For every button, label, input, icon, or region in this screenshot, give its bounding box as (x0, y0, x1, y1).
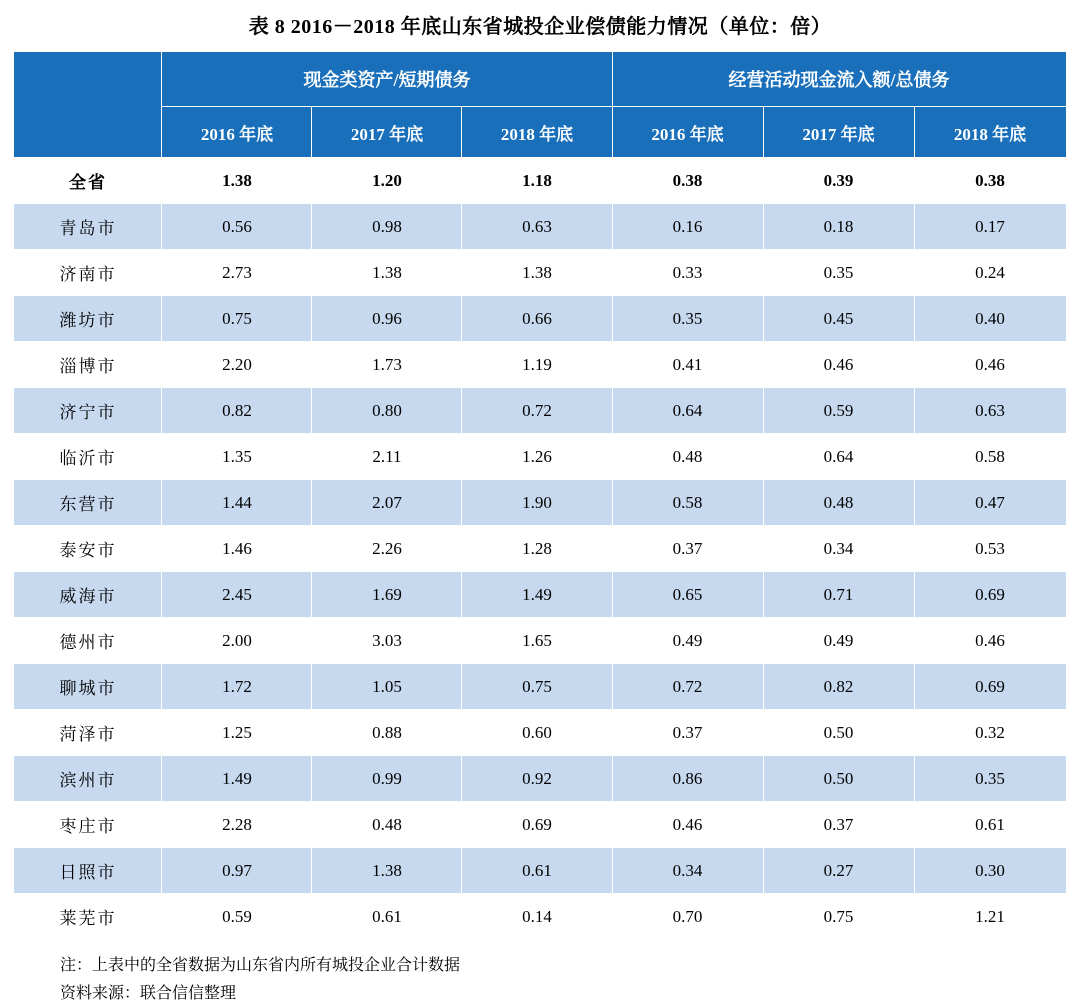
cell-value: 0.18 (763, 204, 914, 250)
cell-value: 0.30 (914, 848, 1066, 894)
table-row (14, 618, 1066, 664)
table-row (14, 250, 1066, 296)
cell-value: 0.48 (612, 434, 763, 480)
cell-value: 0.16 (612, 204, 763, 250)
cell-value: 0.53 (914, 526, 1066, 572)
cell-value: 2.20 (162, 342, 312, 388)
cell-value: 0.72 (612, 664, 763, 710)
cell-value: 1.38 (312, 250, 462, 296)
cell-value: 1.69 (312, 572, 462, 618)
cell-value: 0.97 (162, 848, 312, 894)
table-row (14, 894, 1066, 940)
cell-value: 0.82 (162, 388, 312, 434)
cell-value: 0.59 (763, 388, 914, 434)
table-row (14, 296, 1066, 342)
table-header (14, 52, 1066, 158)
cell-value: 0.35 (763, 250, 914, 296)
row-label: 滨州市 (14, 756, 162, 802)
cell-value: 0.61 (462, 848, 612, 894)
row-label: 青岛市 (14, 204, 162, 250)
cell-value: 0.50 (763, 756, 914, 802)
cell-value: 0.64 (612, 388, 763, 434)
cell-value: 1.73 (312, 342, 462, 388)
table-row (14, 664, 1066, 710)
note-line: 注：上表中的全省数据为山东省内所有城投企业合计数据 (60, 957, 461, 974)
table-row (14, 388, 1066, 434)
cell-value: 0.24 (914, 250, 1066, 296)
cell-value: 0.50 (763, 710, 914, 756)
cell-value: 0.35 (612, 296, 763, 342)
cell-value: 0.80 (312, 388, 462, 434)
cell-value: 0.86 (612, 756, 763, 802)
cell-value: 1.90 (462, 480, 612, 526)
cell-value: 0.64 (763, 434, 914, 480)
row-label: 东营市 (14, 480, 162, 526)
row-label: 聊城市 (14, 664, 162, 710)
cell-value: 0.45 (763, 296, 914, 342)
cell-value: 2.45 (162, 572, 312, 618)
cell-value: 0.17 (914, 204, 1066, 250)
cell-value: 0.63 (914, 388, 1066, 434)
cell-value: 2.26 (312, 526, 462, 572)
cell-value: 0.48 (312, 802, 462, 848)
cell-value: 0.66 (462, 296, 612, 342)
cell-value: 0.75 (462, 664, 612, 710)
cell-value: 0.59 (162, 894, 312, 940)
cell-value: 0.98 (312, 204, 462, 250)
table-row (14, 480, 1066, 526)
cell-value: 0.82 (763, 664, 914, 710)
header-corner-cell (14, 52, 162, 158)
header-col-op-2018: 2018 年底 (914, 107, 1066, 158)
table-title: 表 8 2016－2018 年底山东省城投企业偿债能力情况（单位：倍） (248, 16, 832, 38)
cell-value: 0.27 (763, 848, 914, 894)
cell-value: 1.35 (162, 434, 312, 480)
table-row (14, 342, 1066, 388)
cell-value: 1.65 (462, 618, 612, 664)
cell-value: 0.69 (462, 802, 612, 848)
cell-value: 0.47 (914, 480, 1066, 526)
cell-value: 1.25 (162, 710, 312, 756)
cell-value: 1.46 (162, 526, 312, 572)
cell-value: 0.39 (763, 158, 914, 204)
cell-value: 0.14 (462, 894, 612, 940)
cell-value: 0.46 (612, 802, 763, 848)
table-row (14, 434, 1066, 480)
cell-value: 0.96 (312, 296, 462, 342)
cell-value: 0.49 (763, 618, 914, 664)
cell-value: 0.69 (914, 664, 1066, 710)
cell-value: 1.20 (312, 158, 462, 204)
cell-value: 0.33 (612, 250, 763, 296)
cell-value: 0.65 (612, 572, 763, 618)
cell-value: 1.49 (162, 756, 312, 802)
cell-value: 0.32 (914, 710, 1066, 756)
row-label: 枣庄市 (14, 802, 162, 848)
cell-value: 0.60 (462, 710, 612, 756)
cell-value: 0.34 (612, 848, 763, 894)
cell-value: 0.56 (162, 204, 312, 250)
table-body (14, 158, 1066, 940)
cell-value: 0.63 (462, 204, 612, 250)
cell-value: 0.71 (763, 572, 914, 618)
row-label: 济宁市 (14, 388, 162, 434)
cell-value: 0.72 (462, 388, 612, 434)
row-label: 莱芜市 (14, 894, 162, 940)
cell-value: 2.07 (312, 480, 462, 526)
table-row (14, 158, 1066, 204)
cell-value: 0.41 (612, 342, 763, 388)
cell-value: 1.05 (312, 664, 462, 710)
cell-value: 0.38 (612, 158, 763, 204)
cell-value: 0.48 (763, 480, 914, 526)
cell-value: 0.35 (914, 756, 1066, 802)
cell-value: 1.19 (462, 342, 612, 388)
source-line: 资料来源：联合信信整理 (60, 985, 237, 1002)
debt-capacity-table (13, 51, 1066, 940)
cell-value: 0.37 (612, 526, 763, 572)
table-row (14, 802, 1066, 848)
table-row (14, 526, 1066, 572)
cell-value: 2.28 (162, 802, 312, 848)
row-label: 日照市 (14, 848, 162, 894)
cell-value: 1.28 (462, 526, 612, 572)
cell-value: 0.58 (914, 434, 1066, 480)
cell-value: 1.44 (162, 480, 312, 526)
cell-value: 0.46 (763, 342, 914, 388)
row-label: 德州市 (14, 618, 162, 664)
table-row (14, 710, 1066, 756)
header-col-cash-2016: 2016 年底 (162, 107, 312, 158)
table-row (14, 204, 1066, 250)
header-subcolumn-row (14, 107, 1066, 158)
table-row (14, 572, 1066, 618)
cell-value: 3.03 (312, 618, 462, 664)
header-group-operating: 经营活动现金流入额/总债务 (612, 52, 1066, 107)
header-col-cash-2017: 2017 年底 (312, 107, 462, 158)
header-col-cash-2018: 2018 年底 (462, 107, 612, 158)
header-col-op-2017: 2017 年底 (763, 107, 914, 158)
cell-value: 0.61 (914, 802, 1066, 848)
cell-value: 1.18 (462, 158, 612, 204)
row-label: 淄博市 (14, 342, 162, 388)
table-row (14, 756, 1066, 802)
cell-value: 0.70 (612, 894, 763, 940)
table-notes (14, 952, 1066, 1008)
cell-value: 0.38 (914, 158, 1066, 204)
cell-value: 1.21 (914, 894, 1066, 940)
cell-value: 0.75 (763, 894, 914, 940)
cell-value: 1.49 (462, 572, 612, 618)
row-label: 济南市 (14, 250, 162, 296)
row-label: 临沂市 (14, 434, 162, 480)
cell-value: 0.34 (763, 526, 914, 572)
cell-value: 1.26 (462, 434, 612, 480)
header-col-op-2016: 2016 年底 (612, 107, 763, 158)
cell-value: 0.75 (162, 296, 312, 342)
cell-value: 0.88 (312, 710, 462, 756)
cell-value: 0.46 (914, 618, 1066, 664)
row-label: 潍坊市 (14, 296, 162, 342)
header-group-row (14, 52, 1066, 107)
header-group-cash: 现金类资产/短期债务 (162, 52, 612, 107)
cell-value: 0.92 (462, 756, 612, 802)
cell-value: 0.37 (763, 802, 914, 848)
cell-value: 0.40 (914, 296, 1066, 342)
cell-value: 2.00 (162, 618, 312, 664)
cell-value: 1.72 (162, 664, 312, 710)
row-label: 威海市 (14, 572, 162, 618)
cell-value: 1.38 (162, 158, 312, 204)
row-label: 泰安市 (14, 526, 162, 572)
cell-value: 0.61 (312, 894, 462, 940)
cell-value: 0.69 (914, 572, 1066, 618)
cell-value: 0.37 (612, 710, 763, 756)
cell-value: 0.49 (612, 618, 763, 664)
cell-value: 2.11 (312, 434, 462, 480)
cell-value: 0.58 (612, 480, 763, 526)
cell-value: 1.38 (462, 250, 612, 296)
table-row (14, 848, 1066, 894)
cell-value: 0.46 (914, 342, 1066, 388)
cell-value: 2.73 (162, 250, 312, 296)
cell-value: 1.38 (312, 848, 462, 894)
row-label: 全省 (14, 158, 162, 204)
cell-value: 0.99 (312, 756, 462, 802)
row-label: 菏泽市 (14, 710, 162, 756)
